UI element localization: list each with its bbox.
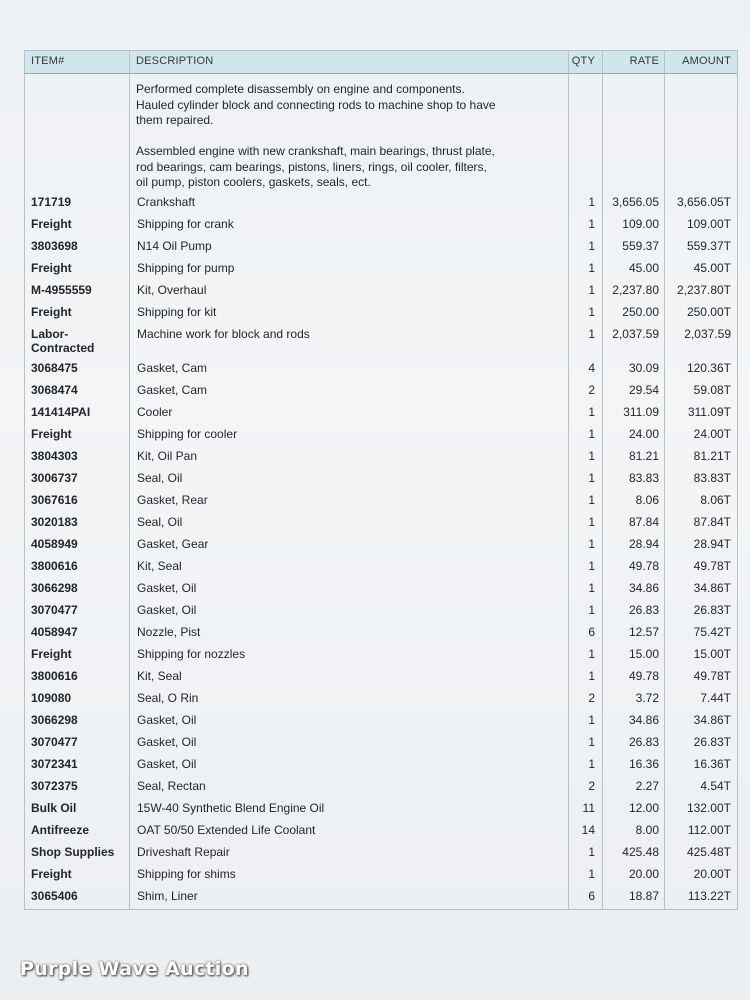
- amount-cell: 34.86T: [693, 713, 731, 727]
- amount-cell: 49.78T: [693, 559, 731, 573]
- description-cell: Gasket, Oil: [137, 713, 197, 727]
- rate-cell: 12.57: [628, 625, 659, 639]
- amount-cell: 425.48T: [686, 845, 731, 859]
- qty-cell: 1: [588, 559, 595, 573]
- amount-cell: 311.09T: [687, 405, 731, 419]
- item-cell: Antifreeze: [31, 823, 90, 837]
- description-cell: Seal, Oil: [137, 515, 183, 529]
- description-cell: Shipping for pump: [137, 261, 235, 275]
- table-row: [25, 191, 737, 213]
- amount-cell: 24.00T: [693, 427, 731, 441]
- item-cell: 109080: [31, 691, 72, 705]
- rate-cell: 15.00: [628, 647, 659, 661]
- description-cell: Machine work for block and rods: [137, 327, 310, 341]
- amount-cell: 559.37T: [686, 239, 731, 253]
- qty-cell: 1: [588, 427, 595, 441]
- rate-cell: 34.86: [628, 581, 659, 595]
- amount-cell: 120.36T: [686, 361, 731, 375]
- rate-cell: 8.00: [635, 823, 659, 837]
- qty-cell: 1: [588, 581, 595, 595]
- item-cell: Bulk Oil: [31, 801, 77, 815]
- qty-cell: 11: [582, 801, 595, 815]
- item-cell: 3803698: [31, 239, 78, 253]
- description-cell: Kit, Overhaul: [137, 283, 207, 297]
- description-cell: Kit, Seal: [137, 669, 182, 683]
- description-cell: Kit, Oil Pan: [137, 449, 198, 463]
- qty-cell: 6: [588, 625, 595, 639]
- table-row: [25, 445, 737, 467]
- rate-cell: 3.72: [635, 691, 659, 705]
- rate-cell: 18.87: [628, 889, 659, 903]
- header-qty: QTY: [571, 55, 595, 67]
- qty-cell: 4: [588, 361, 595, 375]
- amount-cell: 28.94T: [693, 537, 731, 551]
- rate-cell: 30.09: [628, 361, 659, 375]
- note-line: Hauled cylinder block and connecting rods to machine shop to have: [136, 97, 496, 112]
- amount-cell: 8.06T: [700, 493, 731, 507]
- rate-cell: 2.27: [635, 779, 659, 793]
- table-row: [25, 841, 737, 863]
- description-cell: Shipping for crank: [137, 217, 234, 231]
- rate-cell: 49.78: [628, 669, 659, 683]
- qty-cell: 2: [588, 779, 595, 793]
- amount-cell: 20.00T: [693, 867, 731, 881]
- qty-cell: 1: [588, 537, 595, 551]
- header-rate: RATE: [629, 55, 659, 67]
- note-line: oil pump, piston coolers, gaskets, seals, ect.: [136, 175, 371, 189]
- table-row: [25, 709, 737, 731]
- table-row: [25, 643, 737, 665]
- qty-cell: 1: [588, 195, 595, 209]
- amount-cell: 75.42T: [693, 625, 731, 639]
- qty-cell: 1: [588, 261, 595, 275]
- item-cell: Freight: [31, 261, 72, 275]
- qty-cell: 1: [588, 735, 595, 749]
- amount-cell: 34.86T: [693, 581, 731, 595]
- note-line: them repaired.: [136, 113, 214, 127]
- rate-cell: 109.00: [622, 217, 659, 231]
- table-row: [25, 753, 737, 775]
- qty-cell: 1: [588, 305, 595, 319]
- table-row: [25, 235, 737, 257]
- rate-cell: 559.37: [622, 239, 659, 253]
- table-row: [25, 467, 737, 489]
- table-row: [25, 599, 737, 621]
- table-row: [25, 863, 737, 885]
- qty-cell: 1: [588, 405, 595, 419]
- rate-cell: 28.94: [628, 537, 659, 551]
- item-cell: Freight: [31, 217, 72, 231]
- table-row: [25, 819, 737, 841]
- table-row: [25, 379, 737, 401]
- invoice-table: [24, 50, 738, 910]
- item-cell: Freight: [31, 867, 72, 881]
- rate-cell: 2,037.59: [612, 327, 659, 341]
- amount-cell: 2,037.59: [684, 327, 731, 341]
- qty-cell: 1: [588, 283, 595, 297]
- item-cell: 3072375: [31, 779, 78, 793]
- item-cell: 3068475: [31, 361, 78, 375]
- description-cell: Shipping for cooler: [137, 427, 238, 441]
- table-row: [25, 489, 737, 511]
- item-cell: 3070477: [31, 735, 78, 749]
- item-cell: 3804303: [31, 449, 78, 463]
- amount-cell: 4.54T: [700, 779, 731, 793]
- rate-cell: 20.00: [628, 867, 659, 881]
- rate-cell: 49.78: [628, 559, 659, 573]
- description-cell: N14 Oil Pump: [137, 239, 212, 253]
- item-cell: 3066298: [31, 713, 78, 727]
- table-row: [25, 687, 737, 709]
- rate-cell: 3,656.05: [612, 195, 659, 209]
- description-cell: Shipping for shims: [137, 867, 236, 881]
- description-cell: 15W-40 Synthetic Blend Engine Oil: [137, 801, 325, 815]
- amount-cell: 3,656.05T: [676, 195, 731, 209]
- description-cell: Gasket, Oil: [137, 603, 197, 617]
- qty-cell: 6: [588, 889, 595, 903]
- rate-cell: 83.83: [628, 471, 659, 485]
- description-cell: Gasket, Oil: [137, 581, 197, 595]
- rate-cell: 29.54: [628, 383, 659, 397]
- rate-cell: 34.86: [628, 713, 659, 727]
- amount-cell: 26.83T: [693, 735, 731, 749]
- rate-cell: 26.83: [628, 603, 659, 617]
- table-row: [25, 885, 737, 907]
- rate-cell: 24.00: [628, 427, 659, 441]
- description-cell: Seal, O Rin: [137, 691, 199, 705]
- description-cell: Gasket, Rear: [137, 493, 208, 507]
- qty-cell: 1: [588, 669, 595, 683]
- amount-cell: 49.78T: [693, 669, 731, 683]
- description-cell: Gasket, Cam: [137, 361, 208, 375]
- qty-cell: 1: [588, 867, 595, 881]
- description-cell: Gasket, Gear: [137, 537, 209, 551]
- description-cell: Cooler: [137, 405, 173, 419]
- description-cell: OAT 50/50 Extended Life Coolant: [137, 823, 316, 837]
- qty-cell: 1: [588, 217, 595, 231]
- amount-cell: 26.83T: [693, 603, 731, 617]
- description-cell: Seal, Oil: [137, 471, 183, 485]
- item-cell: 3070477: [31, 603, 78, 617]
- amount-cell: 16.36T: [693, 757, 731, 771]
- rate-cell: 311.09: [623, 405, 659, 419]
- item-cell: 141414PAI: [31, 405, 91, 419]
- item-cell: Labor- Contracted: [31, 327, 95, 355]
- description-cell: Shim, Liner: [137, 889, 198, 903]
- rate-cell: 81.21: [628, 449, 659, 463]
- table-header: [25, 51, 737, 74]
- item-cell: 3067616: [31, 493, 78, 507]
- rate-cell: 8.06: [635, 493, 659, 507]
- header-item: ITEM#: [31, 55, 65, 67]
- item-cell: Shop Supplies: [31, 845, 115, 859]
- amount-cell: 59.08T: [693, 383, 731, 397]
- amount-cell: 83.83T: [693, 471, 731, 485]
- item-cell: Freight: [31, 427, 72, 441]
- description-cell: Gasket, Cam: [137, 383, 208, 397]
- item-cell: 171719: [31, 195, 72, 209]
- work-note-1: [136, 82, 496, 129]
- qty-cell: 2: [588, 383, 595, 397]
- item-cell: 3800616: [31, 669, 78, 683]
- table-row: [25, 555, 737, 577]
- qty-cell: 1: [588, 449, 595, 463]
- item-cell: 3020183: [31, 515, 78, 529]
- qty-cell: 1: [588, 515, 595, 529]
- description-cell: Crankshaft: [137, 195, 196, 209]
- note-line: Performed complete disassembly on engine and components.: [136, 82, 465, 96]
- qty-cell: 1: [588, 845, 595, 859]
- amount-cell: 250.00T: [686, 305, 731, 319]
- table-row: [25, 511, 737, 533]
- table-row: [25, 213, 737, 235]
- amount-cell: 2,237.80T: [676, 283, 731, 297]
- qty-cell: 1: [588, 239, 595, 253]
- rate-cell: 45.00: [628, 261, 659, 275]
- qty-cell: 1: [588, 757, 595, 771]
- header-description: DESCRIPTION: [136, 55, 214, 67]
- rate-cell: 16.36: [628, 757, 659, 771]
- table-row: [25, 775, 737, 797]
- table-row: [25, 665, 737, 687]
- table-row: [25, 797, 737, 819]
- table-row: [25, 357, 737, 379]
- item-cell: 3066298: [31, 581, 78, 595]
- description-cell: Shipping for nozzles: [137, 647, 246, 661]
- amount-cell: 81.21T: [693, 449, 731, 463]
- watermark-logo: Purple Wave Auction: [20, 958, 249, 980]
- rate-cell: 425.48: [622, 845, 659, 859]
- item-cell: 3065406: [31, 889, 78, 903]
- amount-cell: 87.84T: [693, 515, 731, 529]
- table-row: [25, 577, 737, 599]
- qty-cell: 1: [588, 603, 595, 617]
- rate-cell: 250.00: [622, 305, 659, 319]
- amount-cell: 15.00T: [693, 647, 731, 661]
- note-line: Assembled engine with new crankshaft, main bearings, thrust plate,: [136, 144, 495, 158]
- item-cell: 3068474: [31, 383, 78, 397]
- item-cell: Freight: [31, 305, 72, 319]
- rate-cell: 26.83: [628, 735, 659, 749]
- item-cell: 4058947: [31, 625, 78, 639]
- rate-cell: 2,237.80: [612, 283, 659, 297]
- description-cell: Nozzle, Pist: [137, 625, 201, 639]
- qty-cell: 1: [588, 327, 595, 341]
- amount-cell: 109.00T: [686, 217, 731, 231]
- qty-cell: 1: [588, 471, 595, 485]
- qty-cell: 1: [588, 647, 595, 661]
- table-row: [25, 257, 737, 279]
- description-cell: Gasket, Oil: [137, 735, 197, 749]
- item-cell: 4058949: [31, 537, 78, 551]
- item-cell: 3006737: [31, 471, 78, 485]
- item-cell: M-4955559: [31, 283, 92, 297]
- amount-cell: 132.00T: [686, 801, 731, 815]
- table-row: [25, 533, 737, 555]
- table-row: [25, 279, 737, 301]
- amount-cell: 45.00T: [693, 261, 731, 275]
- table-row: [25, 731, 737, 753]
- item-cell: 3072341: [31, 757, 78, 771]
- amount-cell: 113.22T: [687, 889, 731, 903]
- item-cell: 3800616: [31, 559, 78, 573]
- rate-cell: 12.00: [628, 801, 659, 815]
- description-cell: Shipping for kit: [137, 305, 217, 319]
- table-row: [25, 423, 737, 445]
- description-cell: Seal, Rectan: [137, 779, 206, 793]
- item-cell: Freight: [31, 647, 72, 661]
- qty-cell: 2: [588, 691, 595, 705]
- description-cell: Driveshaft Repair: [137, 845, 230, 859]
- qty-cell: 1: [588, 493, 595, 507]
- description-cell: Kit, Seal: [137, 559, 182, 573]
- qty-cell: 1: [588, 713, 595, 727]
- table-row: [25, 621, 737, 643]
- rate-cell: 87.84: [628, 515, 659, 529]
- table-row: [25, 323, 737, 355]
- amount-cell: 7.44T: [700, 691, 731, 705]
- table-row: [25, 401, 737, 423]
- table-row: [25, 301, 737, 323]
- description-cell: Gasket, Oil: [137, 757, 197, 771]
- note-line: rod bearings, cam bearings, pistons, liners, rings, oil cooler, filters,: [136, 159, 487, 174]
- work-note-2: [136, 144, 495, 191]
- amount-cell: 112.00T: [687, 823, 731, 837]
- header-amount: AMOUNT: [682, 55, 731, 67]
- qty-cell: 14: [581, 823, 595, 837]
